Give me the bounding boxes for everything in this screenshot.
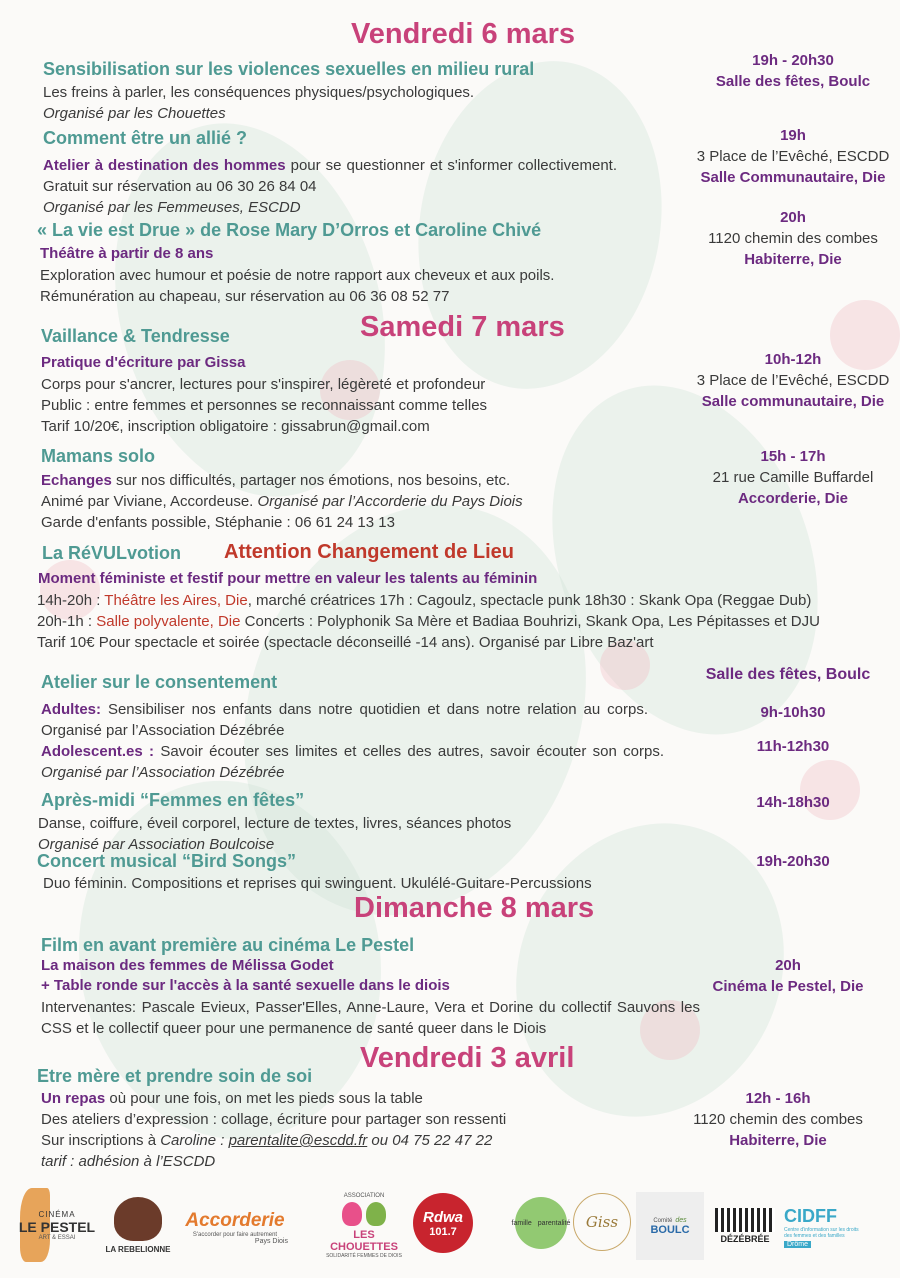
logo-text: Centre d'information sur les droits des femmes et des familles xyxy=(784,1227,859,1239)
event-description xyxy=(41,699,648,741)
event-time xyxy=(673,792,900,813)
event-info xyxy=(673,50,900,92)
dezebree-logo xyxy=(712,1202,778,1250)
event-description: Garde d'enfants possible, Stéphanie : 06 61 24 13 13 xyxy=(41,514,395,531)
logo-text: SOLIDARITÉ FEMMES DE DIOIS xyxy=(326,1253,402,1259)
logo-text: Rdwa xyxy=(422,1208,463,1226)
logo-text: famille xyxy=(511,1219,532,1227)
event-time: 12h - 16h xyxy=(745,1090,811,1107)
event-description: Tarif 10€ Pour spectacle et soirée (spectacle déconseillé -14 ans). Organisé par Libre Baz'art xyxy=(37,634,654,651)
event-description: Rémunération au chapeau, sur réservation au 06 36 08 52 77 xyxy=(40,288,450,305)
event-time: 20h xyxy=(780,209,806,226)
event-title: Film en avant première au cinéma Le Pestel xyxy=(41,935,415,955)
venue-change-alert: Attention Changement de Lieu xyxy=(224,541,514,563)
logo-text: ASSOCIATION xyxy=(343,1193,385,1199)
event-time-text: 14h-18h30 xyxy=(756,794,830,811)
event-description: Intervenantes: Pascale Evieux, Passer'Elles, Anne-Laure, Vera et Dorine du collectif Sauvons les CSS et le collectif queer pour une permanence de santé queer dans le Diois xyxy=(41,999,700,1037)
event-title: Mamans solo xyxy=(41,446,156,466)
event-description xyxy=(37,611,820,632)
logo-text: Drôme xyxy=(784,1241,811,1248)
event-description: Les freins à parler, les conséquences physiques/psychologiques. xyxy=(43,84,475,101)
event-description: Duo féminin. Compositions et reprises qui swinguent. Ukulélé-Guitare-Percussions xyxy=(43,875,592,892)
les-chouettes-logo xyxy=(318,1188,410,1264)
event-time: 15h - 17h xyxy=(760,448,826,465)
contact-name: Caroline : xyxy=(160,1132,229,1149)
logo-text: Comité xyxy=(653,1217,673,1224)
event-organizer: Organisé par les Femmeuses, ESCDD xyxy=(43,199,301,216)
day-heading: Dimanche 8 mars xyxy=(354,892,595,924)
event-subtitle: Théâtre à partir de 8 ans xyxy=(40,245,214,262)
logo-text: Accorderie xyxy=(185,1209,285,1231)
event-time xyxy=(673,736,900,757)
cidff-logo xyxy=(784,1196,870,1258)
logo-text: Giss xyxy=(585,1213,619,1231)
event-time-text: 9h-10h30 xyxy=(760,704,826,721)
event-address: 3 Place de l’Evêché, ESCDD xyxy=(696,372,890,389)
event-venue: Salle polyvalente, Die xyxy=(96,613,241,630)
event-place: Accorderie, Die xyxy=(737,490,849,507)
logo-text: parentalité xyxy=(537,1219,571,1227)
event-description: Tarif 10/20€, inscription obligatoire : gissabrun@gmail.com xyxy=(41,418,430,435)
logo-text: S'accorder pour faire autrement xyxy=(192,1231,278,1238)
event-title: Après-midi “Femmes en fêtes” xyxy=(41,790,305,810)
event-title: Etre mère et prendre soin de soi xyxy=(37,1066,313,1086)
event-place: Habiterre, Die xyxy=(729,1132,827,1149)
logo-text: des xyxy=(675,1216,687,1224)
event-description: Danse, coiffure, éveil corporel, lecture de textes, livres, séances photos xyxy=(38,815,512,832)
event-time xyxy=(673,851,900,872)
event-subtitle: Moment féministe et festif pour mettre en valeur les talents au féminin xyxy=(38,570,538,587)
event-description-text: Animé par Viviane, Accordeuse. xyxy=(41,493,254,510)
radio-rdwa-logo xyxy=(410,1190,476,1256)
event-address: 3 Place de l’Evêché, ESCDD xyxy=(696,148,890,165)
logo-text: LE PESTEL xyxy=(18,1218,96,1235)
logo-text: LES CHOUETTES xyxy=(330,1229,398,1253)
event-description-text: où pour une fois, on met les pieds sous la table xyxy=(105,1090,423,1107)
logo-text: Pays Diois xyxy=(254,1237,288,1245)
contact-phone: ou 04 75 22 47 22 xyxy=(367,1132,493,1149)
event-description-bold: Echanges xyxy=(41,472,112,489)
rebelionne-logo xyxy=(100,1186,176,1264)
event-description xyxy=(41,1130,492,1151)
accorderie-logo xyxy=(182,1202,288,1252)
event-place: Salle des fêtes, Boulc xyxy=(715,73,871,90)
event-subtitle: + Table ronde sur l'accès à la santé sexuelle dans le diois xyxy=(41,977,450,994)
event-description-bold: Atelier à destination des hommes xyxy=(43,157,286,174)
event-description-text: Sur inscriptions à xyxy=(41,1132,161,1149)
event-info xyxy=(673,446,900,509)
event-place: Salle Communautaire, Die xyxy=(700,169,886,186)
event-time: 10h-12h xyxy=(764,351,822,368)
day-heading: Samedi 7 mars xyxy=(360,311,565,343)
event-description xyxy=(41,1088,423,1109)
event-description xyxy=(41,741,664,783)
event-time: 20h xyxy=(775,957,801,974)
event-info xyxy=(668,955,900,997)
giss-logo xyxy=(572,1190,632,1254)
event-place xyxy=(668,664,900,685)
partner-logos xyxy=(0,1182,900,1272)
event-description-text: 14h-20h : xyxy=(37,592,105,609)
logo-text: CINÉMA xyxy=(38,1209,76,1219)
event-subtitle: Pratique d'écriture par Gissa xyxy=(41,354,246,371)
logo-text: DÉZÉBRÉE xyxy=(720,1234,770,1244)
event-description xyxy=(43,155,617,197)
logo-text: BOULC xyxy=(650,1223,690,1236)
event-title: Vaillance & Tendresse xyxy=(41,326,230,346)
event-title: La RéVULvotion xyxy=(42,543,182,563)
event-organizer: Organisé par les Chouettes xyxy=(43,105,226,122)
logo-text: CIDFF xyxy=(784,1206,837,1226)
event-address: 21 rue Camille Buffardel xyxy=(712,469,874,486)
event-description xyxy=(37,590,811,611)
day-heading: Vendredi 3 avril xyxy=(360,1042,575,1074)
event-title: Atelier sur le consentement xyxy=(41,672,278,692)
event-place-text: Salle des fêtes, Boulc xyxy=(705,666,871,683)
logo-text: 101.7 xyxy=(429,1225,457,1238)
event-info xyxy=(658,1088,898,1151)
event-description-text: Concerts : Polyphonik Sa Mère et Badiaa Bouhrizi, Skank Opa, Les Pépitasses et DJU xyxy=(240,613,820,630)
event-venue: Théâtre les Aires, Die xyxy=(104,592,248,609)
event-description-text: Savoir écouter ses limites et celles des autres, savoir écouter son corps. xyxy=(154,743,664,760)
event-description: Public : entre femmes et personnes se reconnaissant comme telles xyxy=(41,397,488,414)
le-pestel-logo xyxy=(18,1188,96,1262)
owls-icon xyxy=(342,1202,386,1226)
event-time-text: 19h-20h30 xyxy=(756,853,830,870)
event-description: Des ateliers d’expression : collage, écriture pour partager son ressenti xyxy=(41,1111,507,1128)
event-organizer: Organisé par l’Accorderie du Pays Diois xyxy=(257,493,523,510)
audience-label: Adultes: xyxy=(41,701,101,718)
event-time: 19h - 20h30 xyxy=(752,52,834,69)
event-title: Sensibilisation sur les violences sexuelles en milieu rural xyxy=(43,59,535,79)
event-info xyxy=(673,125,900,188)
event-description-text: Sensibiliser nos enfants dans notre quotidien et dans notre relation au corps. Organisé par l’Association Dézébrée xyxy=(41,701,648,739)
event-description-text: , marché créatrices 17h : Cagoulz, spectacle punk 18h30 : Skank Opa (Reggae Dub) xyxy=(247,592,812,609)
logo-text: LA REBELIONNE xyxy=(105,1244,171,1254)
comite-boulc-logo xyxy=(636,1192,704,1260)
event-place: Salle communautaire, Die xyxy=(701,393,885,410)
event-time-text: 11h-12h30 xyxy=(756,738,830,755)
event-subtitle: La maison des femmes de Mélissa Godet xyxy=(41,957,334,974)
event-description: Corps pour s'ancrer, lectures pour s'inspirer, légèreté et profondeur xyxy=(41,376,486,393)
event-time: 19h xyxy=(780,127,806,144)
event-price: tarif : adhésion à l’ESCDD xyxy=(41,1153,216,1170)
event-description xyxy=(41,491,523,512)
event-description-bold: Un repas xyxy=(41,1090,106,1107)
lion-icon xyxy=(114,1197,162,1241)
event-organizer: Organisé par l’Association Dézébrée xyxy=(41,764,285,781)
event-address: 1120 chemin des combes xyxy=(693,1111,863,1128)
event-address: 1120 chemin des combes xyxy=(708,230,878,247)
event-description xyxy=(41,470,510,491)
event-description-text: 20h-1h : xyxy=(37,613,97,630)
event-title: « La vie est Drue » de Rose Mary D’Orros et Caroline Chivé xyxy=(37,220,542,240)
event-title: Comment être un allié ? xyxy=(43,128,248,148)
zebra-stripes-icon xyxy=(715,1208,775,1232)
event-info xyxy=(673,349,900,412)
logo-text: ART & ESSAI xyxy=(38,1234,76,1241)
audience-label: Adolescent.es : xyxy=(41,743,155,760)
event-info xyxy=(673,207,900,270)
event-place: Habiterre, Die xyxy=(744,251,842,268)
event-organizer: Organisé par Association Boulcoise xyxy=(38,836,275,853)
event-place: Cinéma le Pestel, Die xyxy=(712,978,864,995)
event-description: Exploration avec humour et poésie de notre rapport aux cheveux et aux poils. xyxy=(40,267,555,284)
day-heading: Vendredi 6 mars xyxy=(351,18,576,50)
event-description-text: sur nos difficultés, partager nos émotions, nos besoins, etc. xyxy=(111,472,511,489)
event-description-text: pour se questionner et s'informer collectivement. Gratuit sur réservation au 06 30 26 84 04 xyxy=(43,157,617,195)
event-title: Concert musical “Bird Songs” xyxy=(37,851,297,871)
contact-email-link[interactable]: parentalite@escdd.fr xyxy=(228,1132,368,1149)
event-time xyxy=(673,702,900,723)
